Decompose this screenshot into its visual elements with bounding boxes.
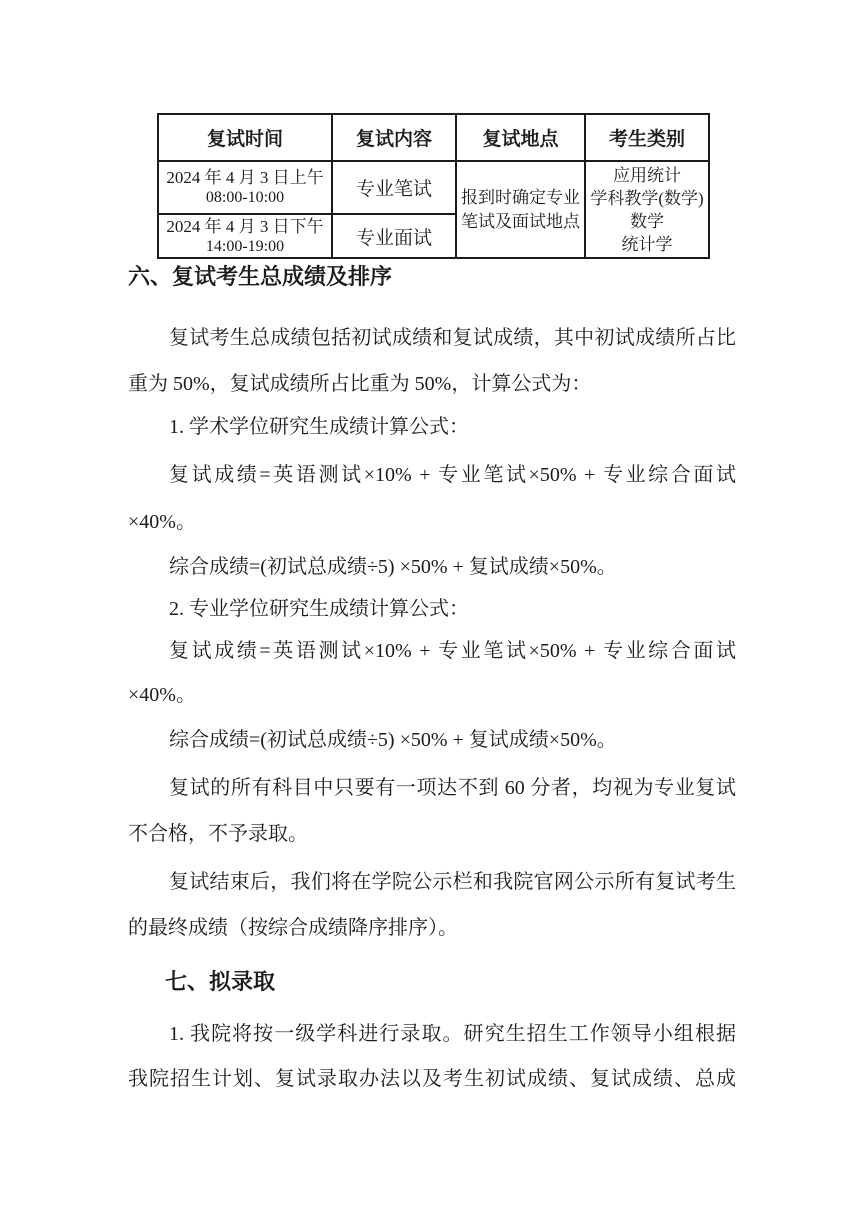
date-text: 2024 年 4 月 3 日上午 [166,168,324,187]
cell-time-morning [158,161,332,214]
heading-section-6: 六、复试考生总成绩及排序 [128,264,393,289]
professional-retest-formula-line-1: 复试成绩=英语测试×10% + 专业笔试×50% + 专业综合面试 [169,640,736,662]
cell-content-written: 专业笔试 [332,161,456,214]
cell-categories [585,161,709,258]
header-retest-content: 复试内容 [332,114,456,161]
location-line: 报到时确定专业 [461,187,580,207]
para-admission-line-1: 1. 我院将按一级学科进行录取。研究生招生工作领导小组根据 [169,1023,736,1045]
category-line: 统计学 [621,234,673,254]
academic-retest-formula-line-2: ×40%。 [128,511,196,533]
header-candidate-category: 考生类别 [585,114,709,161]
heading-section-7: 七、拟录取 [165,969,276,994]
academic-retest-formula-line-1: 复试成绩=英语测试×10% + 专业笔试×50% + 专业综合面试 [169,464,736,486]
professional-retest-formula-line-2: ×40%。 [128,684,196,706]
para-fail-rule-line-2: 不合格，不予录取。 [128,823,308,845]
para-admission-line-2: 我院招生计划、复试录取办法以及考生初试成绩、复试成绩、总成 [128,1068,736,1090]
category-line: 应用统计 [613,165,681,185]
para-total-score-line-1: 复试考生总成绩包括初试成绩和复试成绩，其中初试成绩所占比 [169,327,736,349]
retest-schedule-table [157,113,710,259]
date-text: 2024 年 4 月 3 日下午 [166,216,324,236]
para-total-score-line-2: 重为 50%，复试成绩所占比重为 50%，计算公式为： [128,373,592,395]
para-fail-rule-line-1: 复试的所有科目中只要有一项达不到 60 分者，均视为专业复试 [169,777,736,799]
academic-composite-formula: 综合成绩=(初试总成绩÷5) ×50% + 复试成绩×50%。 [169,556,617,578]
location-line: 笔试及面试地点 [461,211,580,231]
table-header-row [158,114,709,161]
cell-location [456,161,585,258]
table-row [158,161,709,214]
item-professional-formula-title: 2. 专业学位研究生成绩计算公式： [169,598,469,620]
cell-time-afternoon [158,214,332,258]
para-publicity-line-2: 的最终成绩（按综合成绩降序排序）。 [128,917,458,939]
cell-content-interview: 专业面试 [332,214,456,258]
time-range-text: 08:00-10:00 [205,189,285,206]
professional-composite-formula: 综合成绩=(初试总成绩÷5) ×50% + 复试成绩×50%。 [169,729,617,751]
time-range-text: 14:00-19:00 [205,237,285,255]
category-line: 数学 [630,211,664,231]
para-publicity-line-1: 复试结束后，我们将在学院公示栏和我院官网公示所有复试考生 [169,871,736,893]
item-academic-formula-title: 1. 学术学位研究生成绩计算公式： [169,416,469,438]
category-line: 学科教学(数学) [590,188,704,208]
header-retest-location: 复试地点 [456,114,585,161]
header-retest-time: 复试时间 [158,114,332,161]
